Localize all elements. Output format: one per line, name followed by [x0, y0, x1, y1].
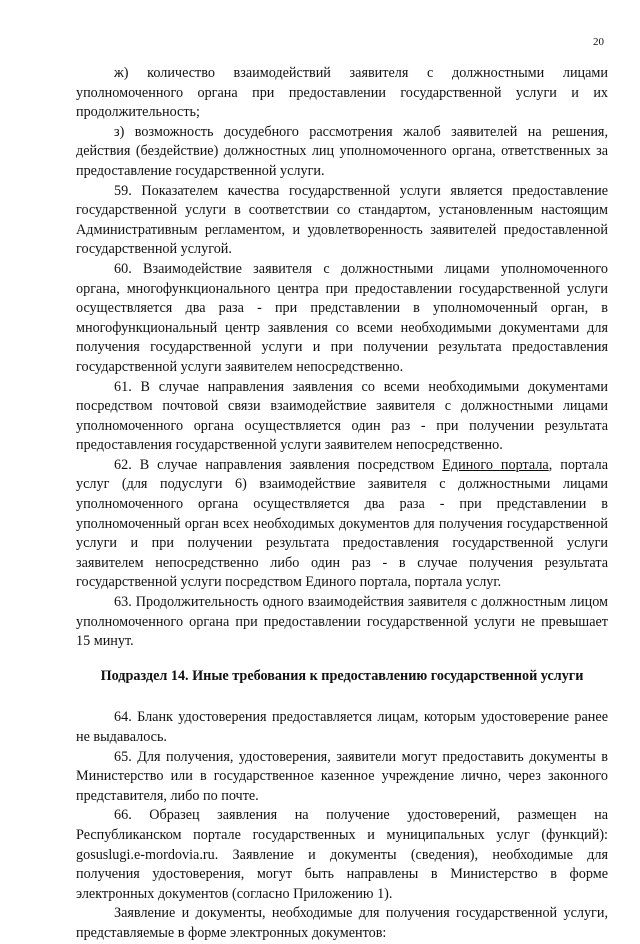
paragraph-61: 61. В случае направления заявления со всеми необходимыми документами посредством почтовой связи взаимодействие заявителя с должностными лицами уполномоченного органа осуществляется один раз - при получении результата предоставления государственной услуги заявителем непосредственно.: [76, 378, 608, 454]
paragraph-62: [76, 456, 608, 593]
section-heading: Подраздел 14. Иные требования к предоставлению государственной услуги: [100, 667, 584, 684]
paragraph-62-end: , портала услуг (для подуслуги 6) взаимодействие заявителя с должностными лицами уполномоченного органа осуществляется два раза - при представлении в уполномоченный орган всех необходимых документов для получения государственной услуги и при получении результата предоставления государственной услуги заявителем непосредственно либо один раз - в случае получения результата государственной услуги посредством Единого портала, портала услуг.: [76, 456, 608, 591]
page-number: 20: [593, 36, 604, 48]
unified-portal-link[interactable]: Единого портала: [442, 456, 549, 473]
paragraph-z: з) возможность досудебного рассмотрения жалоб заявителей на решения, действия (бездействие) должностных лиц уполномоченного органа, ответственных за предоставление государственной услуги.: [76, 123, 608, 179]
paragraph-64: 64. Бланк удостоверения предоставляется лицам, которым удостоверение ранее не выдавалось.: [76, 709, 608, 745]
paragraph-60: 60. Взаимодействие заявителя с должностными лицами уполномоченного органа, многофункционального центра при предоставлении государственной услуги осуществляется два раза - при представлении в уполномоченный орган, в многофункциональный центр заявления со всеми необходимыми документами для получения государственной услуги и при получении результата предоставления государственной услуги заявителем непосредственно.: [76, 260, 608, 375]
paragraph-zh: ж) количество взаимодействий заявителя с должностными лицами уполномоченного органа при предоставлении государственной услуги и их продолжительность;: [76, 65, 608, 121]
paragraph-62-start: 62. В случае направления заявления посредством: [114, 456, 443, 473]
paragraph-65: 65. Для получения, удостоверения, заявители могут предоставить документы в Министерство или в государственное казенное учреждение лично, через законного представителя, либо по почте.: [76, 748, 608, 804]
paragraph-66: 66. Образец заявления на получение удостоверений, размещен на Республиканском портале государственных и муниципальных услуг (функций): gosuslugi.e-mordovia.ru. Заявление и документы (сведения), необходимые для получения удостоверения, могут быть направлены в Министерство в форме электронных документов (согласно Приложению 1).: [76, 807, 608, 902]
document-body: [76, 64, 608, 944]
paragraph-electronic-documents: Заявление и документы, необходимые для получения государственной услуги, представляемые в форме электронных документов:: [76, 905, 608, 941]
paragraph-63: 63. Продолжительность одного взаимодействия заявителя с должностным лицом уполномоченного органа при предоставлении государственной услуги не превышает 15 минут.: [76, 594, 608, 650]
paragraph-59: 59. Показателем качества государственной услуги является предоставление государственной услуги в соответствии со стандартом, установленным настоящим Административным регламентом, и удовлетворенность заявителей предоставленной государственной услугой.: [76, 182, 608, 258]
